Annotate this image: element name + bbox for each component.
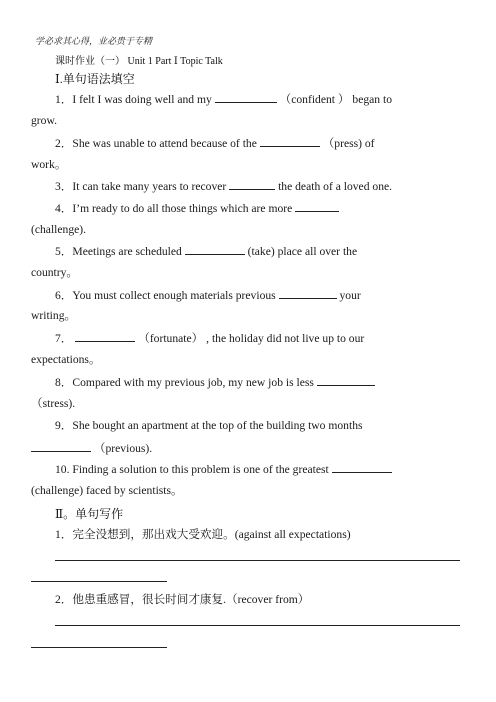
question-5-text-a: 5．Meetings are scheduled xyxy=(55,245,182,258)
writing-question-2-answer-line-1 xyxy=(55,625,460,626)
question-7-blank xyxy=(75,330,135,342)
question-6-line2: writing。 xyxy=(31,309,77,322)
question-5-line2: country。 xyxy=(31,266,79,279)
question-5-line1 xyxy=(55,243,357,259)
course-title: 课时作业（一） Unit 1 Part Ⅰ Topic Talk xyxy=(55,56,223,67)
writing-question-2-prompt: 2．他患重感冒，很长时间才康复.（recover from） xyxy=(55,593,310,606)
question-2-text-b: （press) of xyxy=(322,137,375,150)
question-9-blank xyxy=(31,440,91,452)
question-8-blank xyxy=(317,374,375,386)
question-9-text-a: 9．She bought an apartment at the top of the building two months xyxy=(55,419,363,432)
question-10-line2: (challenge) faced by scientists。 xyxy=(31,484,183,497)
question-4-line2: (challenge). xyxy=(31,223,87,236)
question-1-text-a: 1．I felt I was doing well and my xyxy=(55,93,212,106)
question-6-text-b: your xyxy=(339,289,361,302)
question-3-text-a: 3．It can take many years to recover xyxy=(55,180,227,193)
question-2-text-a: 2．She was unable to attend because of the xyxy=(55,137,257,150)
question-2-line2: work。 xyxy=(31,158,67,171)
question-10-blank xyxy=(332,461,392,473)
question-4-blank xyxy=(295,200,339,212)
question-5-blank xyxy=(185,243,245,255)
question-10-text-a: 10. Finding a solution to this problem is one of the greatest xyxy=(55,463,329,476)
question-4-line1 xyxy=(55,200,339,216)
question-7-line1 xyxy=(55,330,364,346)
writing-question-2-answer-line-2 xyxy=(31,647,167,648)
question-9-line2 xyxy=(31,440,152,456)
question-1-blank xyxy=(215,91,277,103)
question-9-line1 xyxy=(55,418,363,433)
question-6-text-a: 6．You must collect enough materials previous xyxy=(55,289,276,302)
question-6-line1 xyxy=(55,287,361,303)
question-6-blank xyxy=(279,287,337,299)
question-5-text-b: (take) place all over the xyxy=(247,245,358,258)
header-motto: 学必求其心得，业必贵于专精 xyxy=(35,36,153,46)
question-3-line1 xyxy=(55,178,392,194)
question-10-line1 xyxy=(55,461,392,477)
question-7-text-b: （fortunate） , the holiday did not live up to our xyxy=(138,332,365,345)
question-1-text-b: （confident ） began to xyxy=(279,93,392,106)
section-2-title: Ⅱ。单句写作 xyxy=(55,507,124,521)
question-8-line1 xyxy=(55,374,375,390)
question-7-text-a: 7． xyxy=(55,332,73,345)
section-1-title: Ⅰ.单句语法填空 xyxy=(55,72,135,86)
question-8-line2: （stress). xyxy=(31,397,76,410)
question-9-text-b: （previous). xyxy=(93,442,153,455)
question-1-line2: grow. xyxy=(31,114,57,127)
question-7-line2: expectations。 xyxy=(31,353,101,366)
question-2-line1 xyxy=(55,135,375,151)
writing-question-1-prompt: 1．完全没想到，那出戏大受欢迎。(against all expectations) xyxy=(55,528,351,541)
question-1-line1 xyxy=(55,91,392,107)
question-2-blank xyxy=(260,135,320,147)
question-4-text-a: 4．I’m ready to do all those things which are more xyxy=(55,202,293,215)
writing-question-1-answer-line-1 xyxy=(55,560,460,561)
writing-question-1-answer-line-2 xyxy=(31,581,167,582)
question-3-text-b: the death of a loved one. xyxy=(278,180,393,193)
question-3-blank xyxy=(229,178,275,190)
question-8-text-a: 8．Compared with my previous job, my new job is less xyxy=(55,376,314,389)
